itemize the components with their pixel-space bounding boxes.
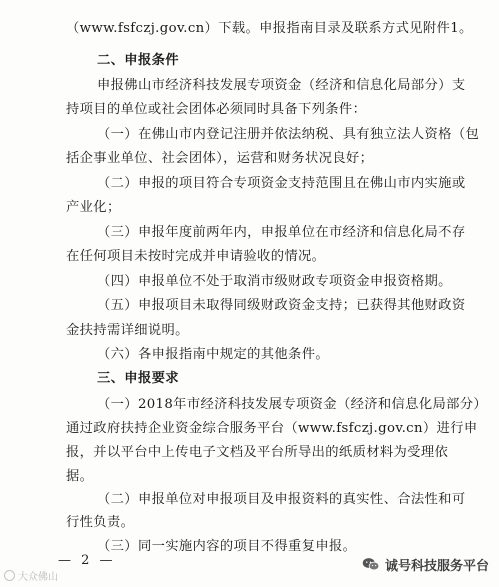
- text-line-6: 括企事业单位、社会团体），运营和财务状况良好；: [66, 151, 374, 166]
- text-line-7: （二）申报的项目符合专项资金支持范围且在佛山市内实施或: [97, 176, 466, 191]
- watermark-logo-icon: [4, 570, 15, 581]
- text-line-10: 在任何项目未按时完成并申请验收的情况。: [66, 249, 326, 264]
- section-heading-conditions: 二、申报条件: [97, 53, 179, 68]
- text-line-21: 行性负责。: [66, 515, 135, 530]
- text-line-20: （二）申报单位对申报项目及申报资料的真实性、合法性和可: [97, 492, 466, 507]
- text-line-22: （三）同一实施内容的项目不得重复申报。: [97, 539, 357, 554]
- text-line-11: （四）申报单位不处于取消市级财政专项资金申报资格期。: [97, 274, 452, 289]
- text-line-9: （三）申报年度前两年内，申报单位在市经济和信息化局不存: [97, 225, 466, 240]
- text-line-17: 通过政府扶持企业资金综合服务平台（www.fsfczj.gov.cn）进行申: [66, 421, 478, 436]
- text-line-14: （六）各申报指南中规定的其他条件。: [97, 347, 329, 362]
- page-number: — 2 —: [58, 553, 116, 568]
- section-heading-requirements: 三、申报要求: [97, 371, 179, 386]
- watermark-right: [362, 555, 489, 574]
- text-line-18: 报，并以平台中上传电子文档及平台所导出的纸质材料为受理依: [66, 445, 449, 460]
- watermark-left: [4, 568, 58, 583]
- text-line-13: 金扶持需详细说明。: [66, 323, 189, 338]
- text-line-19: 据。: [66, 469, 94, 484]
- text-line-3: 申报佛山市经济科技发展专项资金（经济和信息化局部分）支: [97, 78, 466, 93]
- text-line-16: （一）2018年市经济科技发展专项资金（经济和信息化局部分）: [97, 397, 488, 412]
- text-line-1: （www.fsfczj.gov.cn）下载。申报指南目录及联系方式见附件1。: [66, 21, 473, 36]
- text-line-12: （五）申报项目未取得同级财政资金支持；已获得其他财政资: [97, 298, 466, 313]
- text-line-5: （一）在佛山市内登记注册并依法纳税、具有独立法人资格（包: [97, 127, 480, 142]
- watermark-left-text: 大众佛山: [18, 572, 58, 583]
- wechat-icon: [362, 557, 380, 572]
- text-line-4: 持项目的单位或社会团体必须同时具备下列条件：: [66, 102, 367, 117]
- text-line-8: 产业化；: [66, 200, 121, 215]
- watermark-right-text: 诚号科技服务平台: [385, 559, 490, 574]
